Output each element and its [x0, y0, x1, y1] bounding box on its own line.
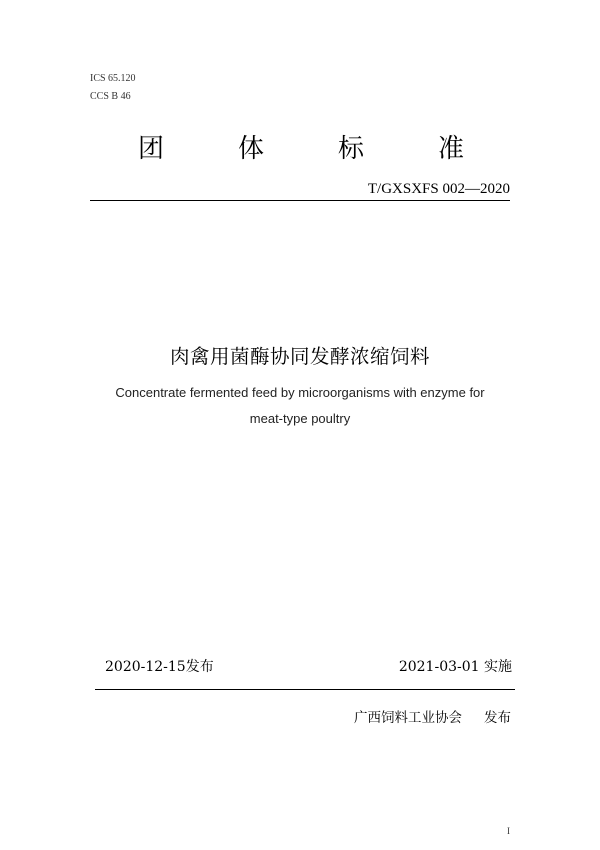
document-title-english — [0, 380, 600, 432]
document-title-chinese: 肉禽用菌酶协同发酵浓缩饲料 — [169, 345, 430, 368]
standard-type-char: 体 — [237, 134, 264, 164]
bottom-divider — [95, 689, 515, 690]
standard-type-title — [138, 128, 464, 165]
standard-number: T/GXSXFS 002—2020 — [367, 181, 510, 197]
publisher-line — [354, 706, 511, 726]
ccs-code: CCS B 46 — [90, 91, 131, 102]
english-title-line: meat-type poultry — [249, 411, 351, 426]
effective-date-label: 实施 — [484, 659, 512, 675]
publish-date-value: 2020-12-15 — [105, 659, 186, 675]
publish-date — [105, 656, 214, 676]
publish-date-label: 发布 — [185, 659, 214, 675]
standard-type-char: 准 — [437, 134, 464, 164]
english-title-line: Concentrate fermented feed by microorganisms with enzyme for — [115, 385, 485, 400]
standard-type-char: 团 — [138, 134, 165, 164]
publisher-name: 广西饲料工业协会 — [354, 710, 462, 726]
standard-type-char: 标 — [337, 134, 364, 164]
ics-code: ICS 65.120 — [90, 73, 136, 84]
effective-date-value: 2021-03-01 — [398, 659, 480, 675]
publisher-action: 发布 — [484, 710, 511, 726]
top-divider — [90, 200, 510, 201]
effective-date — [399, 656, 512, 676]
classification-codes — [90, 70, 136, 106]
page-number: I — [507, 826, 510, 836]
